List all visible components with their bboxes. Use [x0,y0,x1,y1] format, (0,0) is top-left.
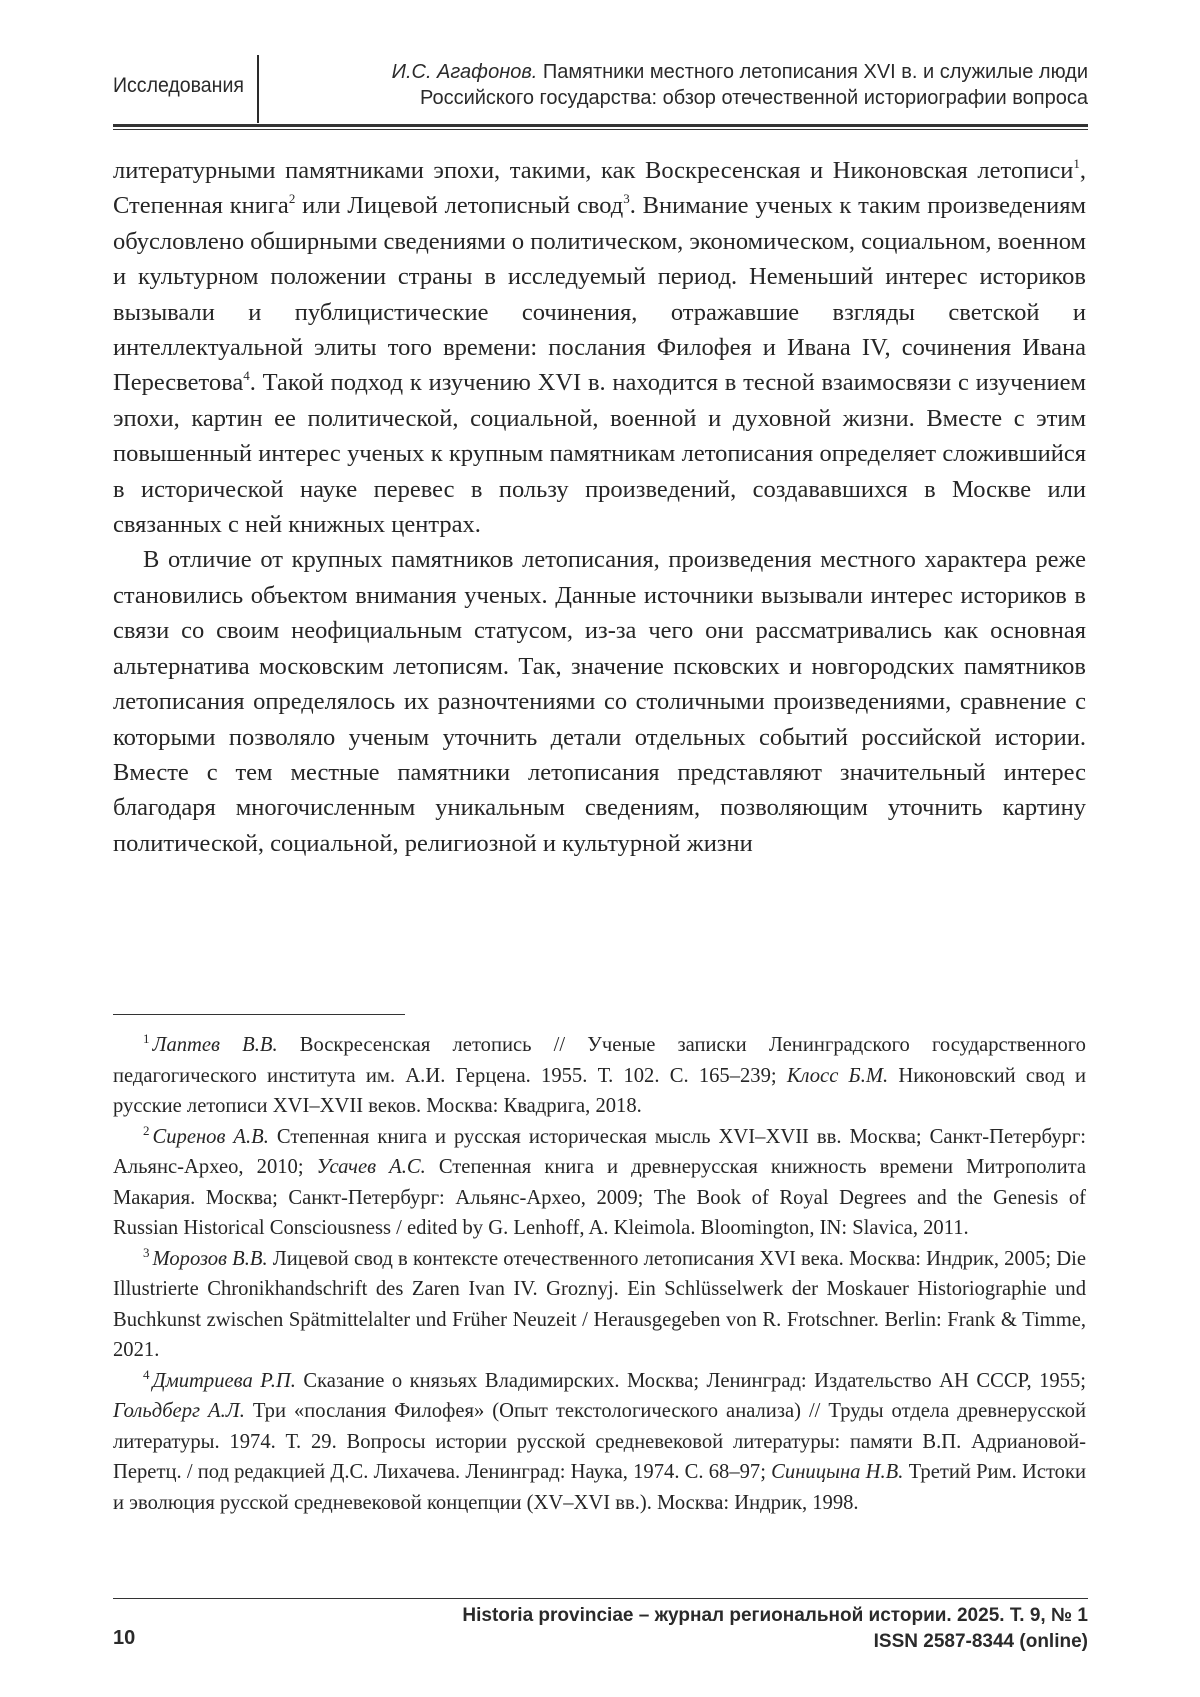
footnote-ref-2[interactable]: 2 [288,191,296,207]
paragraph-1-text-5: . Такой подход к изучению XVI в. находится в тесной взаимосвязи с изучением эпохи, картин ее политической, социальной, военной и духовной жизни. Вместе с этим повышенный интерес ученых к крупным памятникам летописания определяет сложившийся в исторической науке перевес в пользу произведений, создававшихся в Москве или связанных с ней книжных центрах. [113,369,1086,539]
footnote-3-text-1: Лицевой свод в контексте отечественного летописания XVI века. Москва: Индрик, 2005; Die Illustrierte Chronikhandschrift des Zaren Ivan IV. Groznyj. Ein Schlüsselwerk der Moskauer Historiographie und Buchkunst zwischen Spätmittelalter und Früher Neuzeit / Herausgegeben von R. Frotschner. Berlin: Frank & Timme, 2021. [113,1247,1086,1361]
paragraph-1-text-3: или Лицевой летописный свод [295,192,624,220]
header-article-title [328,59,1088,111]
running-header [113,52,1088,130]
footnote-4-text-1: Сказание о князьях Владимирских. Москва; Ленинград: Издательство АН СССР, 1955; [295,1369,1086,1392]
footnote-2-text-2: Степенная книга и древнерусская книжность времени Митрополита Макария. Москва; Санкт-Петербург: Альянс-Архео, 2009; The Book of Royal Degrees and the Genesis of Russian Historical Consciousness / edited by G. Lenhoff, A. Kleimola. Bloomington, IN: Slavica, 2011. [113,1156,1086,1239]
footnote-1-text-1: Воскресенская летопись // Ученые записки Ленинградского государственного педагогического института им. А.И. Герцена. 1955. Т. 102. С. 165–239; [113,1034,1086,1087]
header-rule-thin [113,129,1088,130]
page-number: 10 [113,1627,136,1649]
header-section-label: Исследования [113,74,244,97]
header-title-text-1: Памятники местного летописания XVI в. и служилые люди [537,61,1088,83]
header-rule-thick [113,124,1088,127]
body-text [113,153,1086,861]
footnote-4-text-2: Три «послания Филофея» (Опыт текстологического анализа) // Труды отдела древнерусской литературы. 1974. Т. 29. Вопросы истории русской средневековой литературы: памяти В.П. Адриановой-Перетц. / под редакцией Д.С. Лихачева. Ленинград: Наука, 1974. С. 68–97; [113,1400,1086,1483]
footnote-2-author-1: Сиренов А.В. [152,1125,269,1148]
footnote-2 [113,1122,1086,1244]
footnote-4-author-2: Гольдберг А.Л. [113,1400,245,1422]
footnotes [113,1030,1086,1518]
footnote-1-number: 1 [143,1031,150,1046]
footnote-2-author-2: Усачев А.С. [316,1156,426,1178]
footnote-4-author-1: Дмитриева Р.П. [152,1369,296,1392]
footer-rule [113,1598,1088,1599]
footnote-ref-4[interactable]: 4 [243,368,250,384]
footnote-1 [113,1030,1086,1122]
footnote-3-number: 3 [143,1244,150,1260]
footer-journal-title: Historia provinciae – журнал региональной истории. 2025. Т. 9, № 1 [462,1605,1088,1626]
paragraph-2: В отличие от крупных памятников летописания, произведения местного характера реже становились объектом внимания ученых. Данные источники вызывали интерес историков в связи со своим неофициальным статусом, из-за чего они рассматривались как основная альтернатива московским летописям. Так, значение псковских и новгородских памятников летописания определялось их разночтениями со столичными произведениями, сравнение с которыми позволяло ученым уточнить детали отдельных событий российской истории. Вместе с тем местные памятники летописания представляют значительный интерес благодаря многочисленным уникальным сведениям, позволяющим уточнить картину политической, социальной, религиозной и культурной жизни [113,546,1086,857]
footnote-1-author-2: Клосс Б.М. [786,1064,889,1087]
footnote-4-text-3: Третий Рим. Истоки и эволюция русской средневековой концепции (XV–XVI вв.). Москва: Индрик, 1998. [113,1461,1087,1514]
footnote-ref-3[interactable]: 3 [623,191,630,207]
footnote-1-text-2: Никоновский свод и русские летописи XVI–XVII веков. Москва: Квадрига, 2018. [113,1064,1086,1117]
paragraph-1-text-1: литературными памятниками эпохи, такими, как Воскресенская и Никоновская летописи [113,157,1074,184]
footnote-2-number: 2 [143,1122,150,1138]
footnote-separator [113,1014,405,1015]
footnote-2-text-1: Степенная книга и русская историческая мысль XVI–XVII вв. Москва; Санкт-Петербург: Альянс-Архео, 2010; [113,1125,1086,1178]
footnote-4-number: 4 [143,1366,150,1382]
footer-journal-info [462,1603,1088,1655]
footnote-ref-1[interactable]: 1 [1073,156,1080,171]
footer-issn: ISSN 2587-8344 (online) [873,1631,1088,1652]
paragraph-1-text-2: , Степенная книга [113,157,1086,220]
footnote-3-author-1: Морозов В.В. [152,1247,268,1270]
header-title-line-1 [328,59,1088,85]
footnote-4 [113,1366,1086,1519]
header-author: И.С. Агафонов. [391,61,538,83]
header-title-line-2: Российского государства: обзор отечественной историографии вопроса [420,87,1088,109]
footnote-4-author-3: Синицына Н.В. [771,1461,904,1483]
paragraph-1 [113,153,1086,542]
header-divider [257,55,259,123]
footnote-3 [113,1244,1086,1366]
paragraph-1-text-4: . Внимание ученых к таким произведениям обусловлено обширными сведениями о политическом, экономическом, социальном, военном и культурном положении страны в исследуемый период. Неменьший интерес историков вызывали и публицистические сочинения, отражавшие взгляды светской и интеллектуальной элиты того времени: послания Филофея и Ивана IV, сочинения Ивана Пересветова [113,192,1087,397]
footnote-1-author-1: Лаптев В.В. [152,1034,278,1056]
